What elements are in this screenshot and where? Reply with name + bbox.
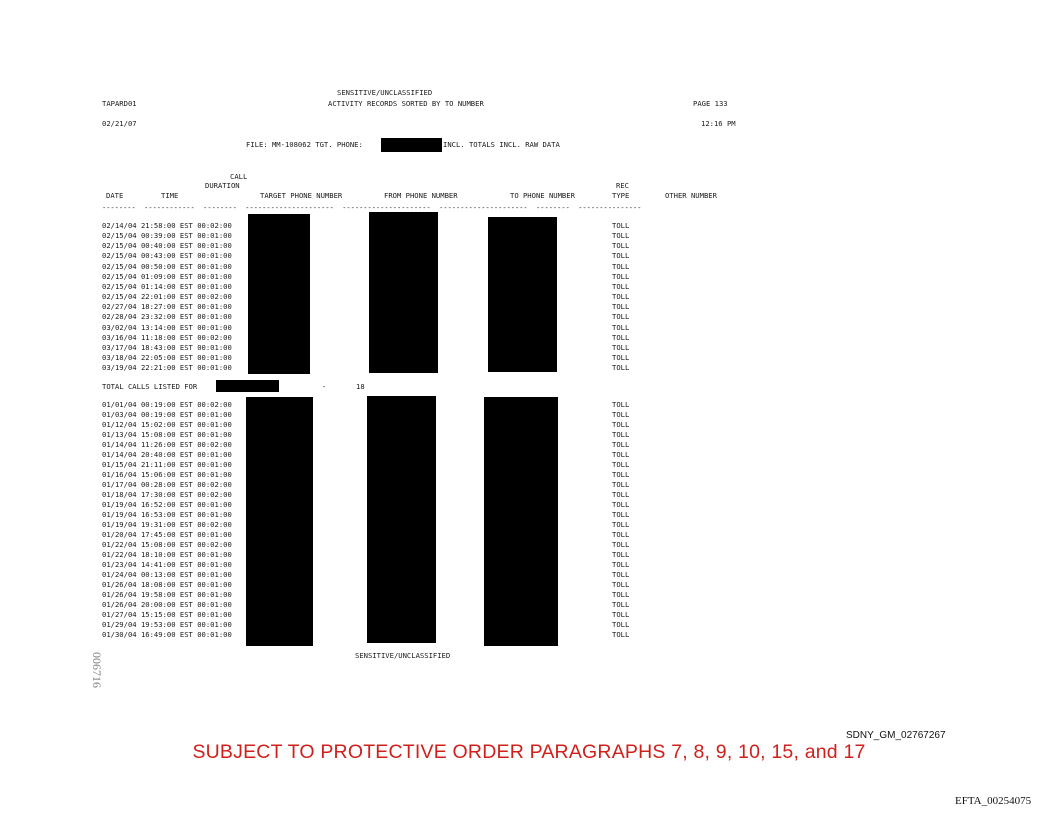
- record-type: TOLL: [612, 480, 630, 489]
- col-rec-line1: REC: [616, 181, 629, 190]
- record-type: TOLL: [612, 261, 630, 271]
- record-type: TOLL: [612, 440, 630, 449]
- record-type: TOLL: [612, 231, 630, 241]
- report-id: TAPARD01: [102, 99, 137, 108]
- record-datetime-duration: 01/14/04 11:26:00 EST 00:02:00: [102, 440, 232, 449]
- record-type: TOLL: [612, 302, 630, 312]
- record-datetime-duration: 03/19/04 22:21:00 EST 00:01:00: [102, 363, 232, 373]
- record-datetime-duration: 01/22/04 18:10:00 EST 00:01:00: [102, 550, 232, 559]
- record-datetime-duration: 01/14/04 20:40:00 EST 00:01:00: [102, 450, 232, 459]
- record-type: TOLL: [612, 400, 630, 409]
- col-date: DATE: [106, 191, 124, 200]
- record-datetime-duration: 03/17/04 18:43:00 EST 00:01:00: [102, 342, 232, 352]
- redaction-to-col-1: [488, 217, 557, 372]
- record-type: TOLL: [612, 560, 630, 569]
- header-rule: -------- ------------ -------- --------------------- --------------------- --------------------- -------- ---------------: [102, 204, 642, 212]
- record-datetime-duration: 03/18/04 22:05:00 EST 00:01:00: [102, 352, 232, 362]
- classification-bottom: SENSITIVE/UNCLASSIFIED: [355, 651, 451, 660]
- record-type: TOLL: [612, 500, 630, 509]
- record-type: TOLL: [612, 332, 630, 342]
- record-type: TOLL: [612, 430, 630, 439]
- col-rec-line2: TYPE: [612, 191, 630, 200]
- record-type: TOLL: [612, 610, 630, 619]
- col-from: FROM PHONE NUMBER: [384, 191, 458, 200]
- record-datetime-duration: 01/26/04 20:00:00 EST 00:01:00: [102, 600, 232, 609]
- record-datetime-duration: 02/15/04 00:50:00 EST 00:01:00: [102, 261, 232, 271]
- record-datetime-duration: 01/24/04 00:13:00 EST 00:01:00: [102, 570, 232, 579]
- record-datetime-duration: 02/14/04 21:58:00 EST 00:02:00: [102, 221, 232, 230]
- record-datetime-duration: 01/26/04 18:08:00 EST 00:01:00: [102, 580, 232, 589]
- record-type: TOLL: [612, 221, 630, 230]
- record-datetime-duration: 01/19/04 19:31:00 EST 00:02:00: [102, 520, 232, 529]
- record-datetime-duration: 02/27/04 18:27:00 EST 00:01:00: [102, 302, 232, 312]
- redaction-target-phone: [381, 138, 442, 152]
- record-datetime-duration: 01/29/04 19:53:00 EST 00:01:00: [102, 620, 232, 629]
- record-datetime-duration: 01/03/04 00:19:00 EST 00:01:00: [102, 410, 232, 419]
- col-to: TO PHONE NUMBER: [510, 191, 575, 200]
- record-type: TOLL: [612, 580, 630, 589]
- record-type: TOLL: [612, 590, 630, 599]
- record-type: TOLL: [612, 490, 630, 499]
- record-datetime-duration: 02/15/04 01:14:00 EST 00:01:00: [102, 281, 232, 291]
- record-type: TOLL: [612, 420, 630, 429]
- record-type: TOLL: [612, 520, 630, 529]
- record-type: TOLL: [612, 281, 630, 291]
- page-number: PAGE 133: [693, 99, 728, 108]
- redaction-from-col-2: [367, 396, 436, 643]
- record-datetime-duration: 01/30/04 16:49:00 EST 00:01:00: [102, 630, 232, 639]
- record-type: TOLL: [612, 363, 630, 373]
- record-datetime-duration: 01/17/04 00:28:00 EST 00:02:00: [102, 480, 232, 489]
- record-datetime-duration: 01/23/04 14:41:00 EST 00:01:00: [102, 560, 232, 569]
- total-count: 18: [356, 382, 365, 391]
- record-type: TOLL: [612, 312, 630, 322]
- record-type: TOLL: [612, 600, 630, 609]
- record-type: TOLL: [612, 540, 630, 549]
- file-line-right: INCL. TOTALS INCL. RAW DATA: [443, 140, 560, 149]
- record-type: TOLL: [612, 510, 630, 519]
- record-type: TOLL: [612, 251, 630, 261]
- record-datetime-duration: 01/15/04 21:11:00 EST 00:01:00: [102, 460, 232, 469]
- record-type: TOLL: [612, 470, 630, 479]
- record-datetime-duration: 01/19/04 16:52:00 EST 00:01:00: [102, 500, 232, 509]
- record-type: TOLL: [612, 322, 630, 332]
- record-type: TOLL: [612, 630, 630, 639]
- record-type: TOLL: [612, 342, 630, 352]
- record-datetime-duration: 01/19/04 16:53:00 EST 00:01:00: [102, 510, 232, 519]
- record-datetime-duration: 01/16/04 15:06:00 EST 00:01:00: [102, 470, 232, 479]
- record-type: TOLL: [612, 241, 630, 251]
- record-datetime-duration: 01/22/04 15:08:00 EST 00:02:00: [102, 540, 232, 549]
- record-type: TOLL: [612, 550, 630, 559]
- side-stamp: 006716: [90, 652, 104, 688]
- record-datetime-duration: 01/13/04 15:08:00 EST 00:01:00: [102, 430, 232, 439]
- total-label: TOTAL CALLS LISTED FOR: [102, 382, 198, 391]
- record-datetime-duration: 02/15/04 01:09:00 EST 00:01:00: [102, 271, 232, 281]
- report-time: 12:16 PM: [701, 119, 736, 128]
- record-type: TOLL: [612, 620, 630, 629]
- col-call-line2: DURATION: [205, 181, 240, 190]
- file-line-left: FILE: MM-108062 TGT. PHONE:: [246, 140, 363, 149]
- record-type: TOLL: [612, 450, 630, 459]
- record-datetime-duration: 03/16/04 11:18:00 EST 00:02:00: [102, 332, 232, 342]
- record-type: TOLL: [612, 570, 630, 579]
- record-datetime-duration: 01/27/04 15:15:00 EST 00:01:00: [102, 610, 232, 619]
- record-datetime-duration: 03/02/04 13:14:00 EST 00:01:00: [102, 322, 232, 332]
- col-time: TIME: [161, 191, 179, 200]
- redaction-total-number: [216, 380, 279, 392]
- report-title: ACTIVITY RECORDS SORTED BY TO NUMBER: [328, 99, 484, 108]
- bates-number: SDNY_GM_02767267: [846, 730, 946, 741]
- record-type: TOLL: [612, 410, 630, 419]
- record-datetime-duration: 02/15/04 00:40:00 EST 00:01:00: [102, 241, 232, 251]
- col-other: OTHER NUMBER: [665, 191, 717, 200]
- protective-order-banner: SUBJECT TO PROTECTIVE ORDER PARAGRAPHS 7, 8, 9, 10, 15, and 17: [192, 741, 866, 763]
- record-datetime-duration: 01/26/04 19:58:00 EST 00:01:00: [102, 590, 232, 599]
- report-date: 02/21/07: [102, 119, 137, 128]
- record-datetime-duration: 01/20/04 17:45:00 EST 00:01:00: [102, 530, 232, 539]
- record-datetime-duration: 01/12/04 15:02:00 EST 00:01:00: [102, 420, 232, 429]
- record-type: TOLL: [612, 530, 630, 539]
- record-type: TOLL: [612, 460, 630, 469]
- record-type: TOLL: [612, 352, 630, 362]
- record-datetime-duration: 02/15/04 22:01:00 EST 00:02:00: [102, 292, 232, 302]
- record-type: TOLL: [612, 271, 630, 281]
- redaction-target-col-1: [248, 214, 310, 374]
- col-target: TARGET PHONE NUMBER: [260, 191, 343, 200]
- efta-number: EFTA_00254075: [955, 795, 1032, 807]
- total-dash: -: [322, 382, 327, 391]
- record-datetime-duration: 02/15/04 00:39:00 EST 00:01:00: [102, 231, 232, 241]
- col-call-line1: CALL: [230, 172, 248, 181]
- classification-top: SENSITIVE/UNCLASSIFIED: [337, 88, 433, 97]
- redaction-target-col-2: [246, 397, 313, 646]
- record-datetime-duration: 01/01/04 00:19:00 EST 00:02:00: [102, 400, 232, 409]
- record-datetime-duration: 02/15/04 00:43:00 EST 00:01:00: [102, 251, 232, 261]
- redaction-to-col-2: [484, 397, 558, 646]
- record-datetime-duration: 02/28/04 23:32:00 EST 00:01:00: [102, 312, 232, 322]
- record-type: TOLL: [612, 292, 630, 302]
- record-datetime-duration: 01/18/04 17:30:00 EST 00:02:00: [102, 490, 232, 499]
- redaction-from-col-1: [369, 212, 438, 373]
